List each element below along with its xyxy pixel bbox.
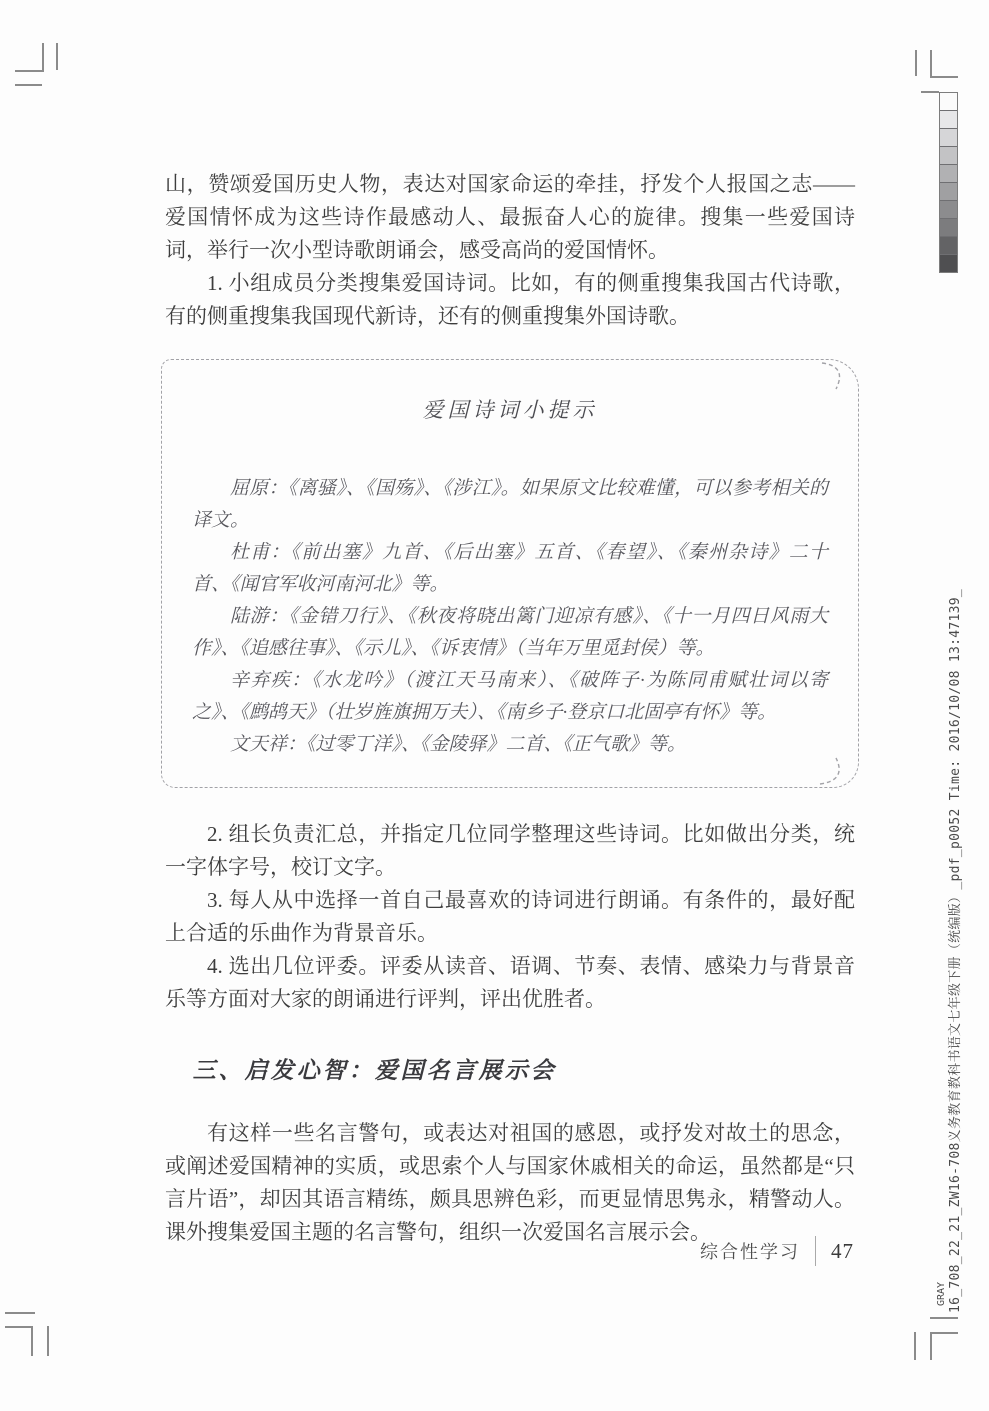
page-number: 47 xyxy=(831,1238,854,1263)
footer-section-label: 综合性学习 xyxy=(700,1242,800,1262)
crop-mark-top-left-line-v xyxy=(56,43,58,70)
page-curl-bottom-right-decoration xyxy=(816,752,856,786)
step-item-3: 3. 每人从中选择一首自己最喜欢的诗词进行朗诵。有条件的，最好配上合适的乐曲作为背景音乐。 xyxy=(165,888,855,945)
crop-mark-top-right-corner-v xyxy=(930,50,932,78)
main-text-column xyxy=(165,168,855,1249)
crop-mark-bottom-left-corner-h xyxy=(5,1326,33,1328)
crop-mark-grayscale-tick xyxy=(921,91,939,93)
tip-line-wentianxiang: 文天祥：《过零丁洋》、《金陵驿》二首、《正气歌》等。 xyxy=(230,734,687,755)
intro-paragraph: 山，赞颂爱国历史人物，表达对国家命运的牵挂，抒发个人报国之志——爱国情怀成为这些诗作最感动人、最振奋人心的旋律。搜集一些爱国诗词，举行一次小型诗歌朗诵会，感受高尚的爱国情怀。 xyxy=(165,172,855,262)
crop-mark-bottom-right-line-h xyxy=(930,1317,958,1319)
grayscale-step xyxy=(940,147,957,165)
grayscale-step xyxy=(940,237,957,255)
section-heading: 三、启发心智：爱国名言展示会 xyxy=(192,1058,557,1083)
step-item-2: 2. 组长负责汇总，并指定几位同学整理这些诗词。比如做出分类，统一字体字号，校订文字。 xyxy=(165,822,855,879)
step-item-1: 1. 小组成员分类搜集爱国诗词。比如，有的侧重搜集我国古代诗歌，有的侧重搜集我国现代新诗，还有的侧重搜集外国诗歌。 xyxy=(165,271,855,328)
grayscale-step xyxy=(940,165,957,183)
grayscale-step xyxy=(940,93,957,111)
crop-mark-bottom-right-corner-h xyxy=(930,1332,958,1334)
grayscale-step xyxy=(940,255,957,272)
vertical-print-info: 16_708_22_21_ZW16-708义务教育教科书语文七年级下册（统编版）_pdf_p0052 Time: 2016/10/08 13:47139_ xyxy=(948,588,963,1313)
grayscale-step xyxy=(940,219,957,237)
crop-mark-bottom-left-corner-v xyxy=(31,1326,33,1356)
crop-mark-top-right-line-v xyxy=(915,50,917,76)
patriotic-poems-tip-box xyxy=(161,359,859,788)
tip-line-quyuan: 屈原：《离骚》、《国殇》、《涉江》。如果原文比较难懂，可以参考相关的译文。 xyxy=(192,478,828,531)
crop-mark-bottom-left-line-v xyxy=(47,1326,49,1356)
grayscale-step xyxy=(940,183,957,201)
closing-paragraph: 有这样一些名言警句，或表达对祖国的感恩，或抒发对故土的思念，或阐述爱国精神的实质，或思索个人与国家休戚相关的命运，虽然都是“只言片语”，却因其语言精练，颇具思辨色彩，而更显情思隽永，精警动人。课外搜集爱国主题的名言警句，组织一次爱国名言展示会。 xyxy=(165,1121,855,1244)
tip-line-luyou: 陆游：《金错刀行》、《秋夜将晓出篱门迎凉有感》、《十一月四日风雨大作》、《追感往事》、《示儿》、《诉衷情》（当年万里觅封侯）等。 xyxy=(192,606,828,659)
tip-line-xinqiji: 辛弃疾：《水龙吟》（渡江天马南来）、《破阵子·为陈同甫赋壮词以寄之》、《鹧鸪天》（壮岁旌旗拥万夫）、《南乡子·登京口北固亭有怀》等。 xyxy=(192,670,828,723)
crop-mark-bottom-right-corner-v xyxy=(930,1332,932,1360)
page-curl-top-right-decoration xyxy=(818,361,858,397)
footer-divider xyxy=(815,1236,816,1266)
tip-box-title: 爱国诗词小提示 xyxy=(422,398,598,422)
grayscale-step xyxy=(940,201,957,219)
tip-line-dufu: 杜甫：《前出塞》九首、《后出塞》五首、《春望》、《秦州杂诗》二十首、《闻官军收河南河北》等。 xyxy=(192,542,828,595)
grayscale-step xyxy=(940,111,957,129)
grayscale-step xyxy=(940,129,957,147)
crop-mark-top-left-line-h xyxy=(15,84,42,86)
page-footer xyxy=(700,1236,854,1266)
crop-mark-bottom-right-line-v xyxy=(914,1332,916,1360)
grayscale-bar xyxy=(939,92,958,273)
gray-channel-label: GRAY xyxy=(936,1281,947,1306)
step-item-4: 4. 选出几位评委。评委从读音、语调、节奏、表情、感染力与背景音乐等方面对大家的朗诵进行评判，评出优胜者。 xyxy=(165,954,855,1011)
crop-mark-bottom-left-line-h xyxy=(5,1312,35,1314)
crop-mark-top-right-corner-h xyxy=(930,76,958,78)
crop-mark-top-left-corner-v xyxy=(42,43,44,72)
crop-mark-top-left-corner-h xyxy=(15,70,44,72)
